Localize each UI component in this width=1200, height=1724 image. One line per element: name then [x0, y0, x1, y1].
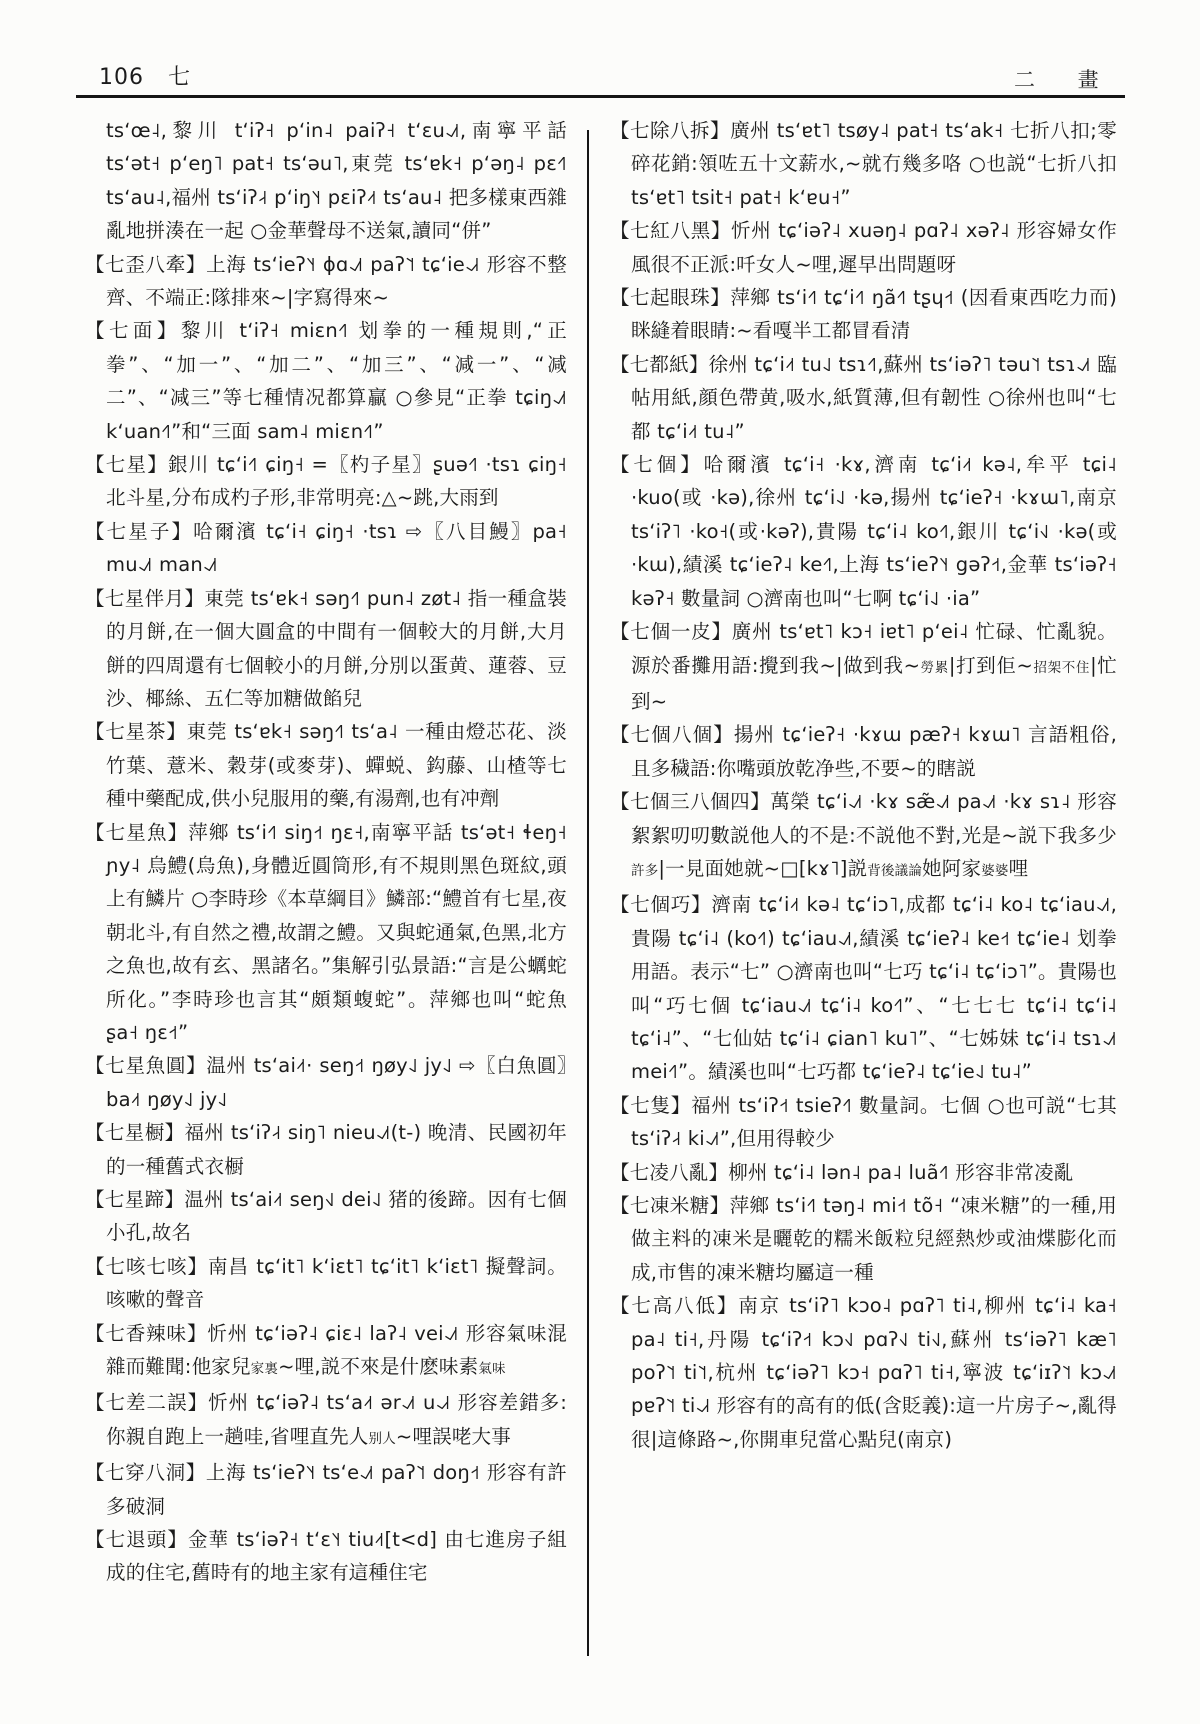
entry-headword: 【七起眼珠】 — [610, 286, 731, 310]
entry-text: |打到佢~ — [948, 653, 1034, 677]
entry-text: 廣州 tsʻɐt˥ tsøy˨ pat˧ tsʻak˧ 七折八扣;零碎花銷:領咗五十文薪水,~就冇幾多咯 ○也説“七折八扣 tsʻɐt˥ tsit˧ pat˧ kʻɐu˧” — [631, 119, 1117, 209]
entry-headword: 【七都紙】 — [610, 352, 709, 376]
entry-text: 銀川 tɕʻi˧˥ ɕiŋ˧ =〖杓子星〗ʂuə˧˥ ·tsɿ ɕiŋ˧ 北斗星,分布成杓子形,非常明亮:△~跳,大雨到 — [106, 453, 567, 510]
annotation-small-text: 招架不住 — [1033, 659, 1091, 676]
annotation-small-text: 家裏 — [250, 1361, 279, 1378]
entry-headword: 【七凌八亂】 — [610, 1160, 729, 1184]
entry-headword: 【七歪八牽】 — [85, 252, 207, 276]
dictionary-entry — [85, 448, 567, 515]
entry-text: 温州 tsʻai˨˦· seŋ˧˦ ŋøy˨˩ jy˨˩ ⇨〖白魚圓〗ba˨˦ ŋøy˨˩ jy˨˩ — [106, 1054, 567, 1111]
entry-headword: 【七個八個】 — [610, 723, 734, 747]
dictionary-entry — [610, 448, 1117, 615]
dictionary-entry — [85, 1183, 567, 1250]
section-character: 七 — [168, 65, 191, 90]
entry-text: 東莞 tsʻɐk˧ səŋ˧˥ pun˨ zøt˨ 指一種盒裝的月餅,在一個大圓盒的中間有一個較大的月餅,大月餅的四周還有七個較小的月餅,分別以蛋黄、蓮蓉、豆沙、椰絲、五仁等加糖做餡兒 — [106, 586, 567, 710]
dictionary-entry — [85, 1386, 567, 1456]
dictionary-entry — [610, 785, 1117, 888]
entry-headword: 【七香辣味】 — [85, 1321, 208, 1345]
entry-headword: 【七凍米糖】 — [610, 1194, 730, 1217]
entry-text: 柳州 tɕʻi˨ lən˨ pa˨ luã˧˥ 形容非常凌亂 — [728, 1160, 1074, 1184]
entry-text: 福州 tsʻiʔ˨˧ siŋ˥ nieu˨˩˦(t-) 晚清、民國初年的一種舊式衣橱 — [106, 1121, 567, 1178]
entry-text: 萍鄉 tsʻi˧˥ siŋ˧˦ ŋɛ˧,南寧平話 tsʻət˧ ɬeŋ˧ ɲy˨ 烏鱧(烏魚),身體近圓筒形,有不規則黑色斑紋,頭上有鱗片 ○李時珍《本草綱目》鱗部:“鱧首有七星,夜朝北斗,有自然之禮,故謂之鱧。又與蛇通氣,色黑,北方之魚也,故有玄、黑諸名。”集解引弘景語:“言是公蠣蛇所化。”李時珍也言其“頗類蝮蛇”。萍鄉也叫“蛇魚 ʂa˧ ŋɛ˧˦” — [106, 820, 567, 1044]
entry-headword: 【七星魚圓】 — [85, 1054, 207, 1078]
dictionary-entry — [85, 1317, 567, 1387]
entry-headword: 【七個巧】 — [610, 893, 712, 917]
entry-text: 哈爾濱 tɕʻi˧ ·kɤ,濟南 tɕʻi˨˦ kə˨,牟平 tɕi˨ ·kuo(或 ·kə),徐州 tɕʻi˨˩ ·kə,揚州 tɕʻieʔ˧ ·kɤɯ˥,南京 tsʻiʔ˥ ·ko˧(或·kəʔ),貴陽 tɕʻi˨ ko˧˥,銀川 tɕʻi˧˩ ·kə(或·kɯ),績溪 tɕʻieʔ˨ ke˧˥,上海 tsʻieʔ˥˧ gəʔ˧˦,金華 tsʻiəʔ˧ kəʔ˧ 數量詞 ○濟南也叫“七啊 tɕʻi˨˩ ·ia” — [631, 453, 1117, 610]
entry-text: 萍鄉 tsʻi˧˥ təŋ˨ mi˧˦ tõ˧ “凍米糖”的一種,用做主料的凍米是曬乾的糯米飯粒兒經熱炒或油煠膨化而成,市售的凍米糖均屬這一種 — [631, 1194, 1117, 1284]
dictionary-entry — [610, 214, 1117, 281]
entry-headword: 【七星蹄】 — [85, 1188, 185, 1211]
entry-headword: 【七個三八個四】 — [610, 790, 771, 814]
dictionary-entry — [85, 1456, 567, 1523]
entry-headword: 【七星子】 — [85, 519, 194, 543]
entry-text: 上海 tsʻieʔ˥˧ ɸɑ˨˩˦ paʔ˥˦ tɕʻie˨˩˧ 形容不整齊、不端正:隊排來~|字寫得來~ — [106, 252, 567, 310]
entry-text: 萍鄉 tsʻi˧˥ tɕʻi˧˥ ŋã˧˥ tʂɥ˧˦ (因看東西吃力而)眯縫着眼睛:~看嘎半工都冒看清 — [631, 286, 1118, 343]
dictionary-entry — [610, 888, 1117, 1088]
entry-text: |一見面她就~□[kɤ˥]説 — [658, 856, 868, 880]
dictionary-entry — [85, 582, 567, 716]
annotation-small-text: 背後議論 — [867, 862, 923, 879]
dictionary-entry — [85, 515, 567, 582]
dictionary-entry — [85, 816, 567, 1050]
entry-text: 上海 tsʻieʔ˥˧ tsʻe˨˩˦ paʔ˥˦ doŋ˧˦ 形容有許多破洞 — [106, 1461, 567, 1518]
annotation-small-text: 勞累 — [920, 659, 949, 676]
entry-headword: 【七個一皮】 — [610, 620, 732, 644]
dictionary-entry — [85, 1523, 567, 1590]
entry-text: 忻州 tɕʻiəʔ˨ tsʻa˨˦ ər˨˩˦ u˨˩˧ 形容差錯多:你親自跑上一趟哇,省哩直先人 — [106, 1391, 568, 1448]
entry-text: 濟南 tɕʻi˨˦ kə˨ tɕʻiɔ˥,成都 tɕʻi˨ ko˨ tɕʻiau˨˩˦,貴陽 tɕʻi˨ (ko˧˥) tɕʻiau˨˩˦,績溪 tɕʻieʔ˨ ke˧˦ tɕʻie˨ 划拳用語。表示“七” ○濟南也叫“七巧 tɕʻi˨ tɕʻiɔ˥”。貴陽也叫“巧七個 tɕʻiau˨˩˦ tɕʻi˨ ko˧˥”、“七七七 tɕʻi˨ tɕʻi˨ tɕʻi˨”、“七仙姑 tɕʻi˨ ɕian˥ ku˥”、“七姊妹 tɕʻi˨ tsɿ˨˩˦ mei˧˥”。績溪也叫“七巧都 tɕʻieʔ˨ tɕʻie˨˩ tu˨” — [631, 893, 1117, 1084]
entry-text: tsʻœ˨,黎川 tʻiʔ˧ pʻin˨ paiʔ˧ tʻɛu˨˩˦,南寧平話 tsʻət˧ pʻeŋ˥ pat˧ tsʻəu˥,東莞 tsʻɐk˧ pʻəŋ˨ pɛ˧˥ tsʻau˨,福州 tsʻiʔ˨˧ pʻiŋ˥˧ pɛiʔ˨˦ tsʻau˨ 把多樣東西雜亂地拼湊在一起 ○金華聲母不送氣,讀同“併” — [106, 119, 567, 243]
entry-text: 廣州 tsʻɐt˥ kɔ˧ iɐt˥ pʻei˨ 忙碌、忙亂貌。源於番攤用語:攪到我~|做到我~ — [631, 620, 1117, 677]
annotation-small-text: 許多 — [631, 862, 659, 879]
column-divider — [587, 130, 589, 1656]
annotation-small-text: 婆婆 — [981, 862, 1009, 879]
entry-headword: 【七個】 — [610, 453, 704, 477]
continuation-paragraph — [85, 114, 567, 248]
entry-text: 南昌 tɕʻit˥ kʻiɛt˥ tɕʻit˥ kʻiɛt˥ 擬聲詞。咳嗽的聲音 — [106, 1254, 567, 1312]
entry-text: 南京 tsʻiʔ˥ kɔo˨ pɑʔ˥ ti˨,柳州 tɕʻi˨ ka˧ pa˨ ti˧,丹陽 tɕʻiʔ˧˦ kɔ˧˩ pɑʔ˧˩ ti˧˩,蘇州 tsʻiəʔ˥ kæ˥ poʔ˥˦ ti˥˦,杭州 tɕʻiəʔ˥ kɔ˧ pɑʔ˥ ti˧,寧波 tɕʻiɪʔ˥˦ kɔ˨˩˦ pɐʔ˥˦ ti˨˩˧ 形容有的高有的低(含貶義):這一片房子~,亂得很|這條路~,你開車兒當心點兒(南京) — [631, 1294, 1117, 1451]
entry-headword: 【七咳七咳】 — [85, 1254, 209, 1278]
annotation-small-text: 别人 — [368, 1430, 396, 1447]
dictionary-entry — [85, 248, 567, 315]
dictionary-entry — [610, 114, 1117, 214]
entry-text: ~哩,説不來是什麽味素 — [278, 1355, 479, 1379]
dictionary-entry — [85, 1250, 567, 1317]
entry-headword: 【七穿八洞】 — [85, 1461, 206, 1485]
entry-headword: 【七星伴月】 — [85, 586, 205, 610]
dictionary-entry — [610, 1156, 1117, 1189]
entry-text: 她阿家 — [922, 856, 982, 880]
dictionary-entry — [610, 1289, 1117, 1456]
entry-text: ~哩誤咾大事 — [395, 1424, 511, 1448]
entry-headword: 【七差二誤】 — [85, 1391, 209, 1415]
entry-text: 温州 tsʻai˨˦ seŋ˧˩ dei˨˩ 猪的後蹄。因有七個小孔,故名 — [106, 1188, 567, 1245]
dictionary-entry — [610, 615, 1117, 718]
dictionary-entry — [610, 1189, 1117, 1289]
dictionary-entry — [610, 348, 1117, 448]
annotation-small-text: 氣味 — [478, 1361, 506, 1378]
entry-text: 徐州 tɕʻi˨˦ tu˨˩ tsɿ˧˥,蘇州 tsʻiəʔ˥ təu˥˦ tsɿ˨˩˦ 臨帖用紙,顔色帶黄,吸水,紙質薄,但有韌性 ○徐州也叫“七都 tɕʻi˨˦ tu˨” — [631, 352, 1117, 443]
entry-text: 萬榮 tɕʻi˨˩˦ ·kɤ sæ̃˨˩˦ pa˨˩˦ ·kɤ sɿ˨ 形容絮絮叨叨數説他人的不是:不説他不對,光是~説下我多少 — [631, 790, 1117, 847]
entry-headword: 【七除八拆】 — [610, 119, 731, 142]
header-rule — [76, 95, 1125, 98]
entry-text: 黎川 tʻiʔ˧ miɛn˧˥ 划拳的一種規則,“正拳”、“加一”、“加二”、“加三”、“减一”、“减二”、“减三”等七種情况都算贏 ○參見“正拳 tɕiŋ˨˩˦ kʻuan˧˥”和“三面 sam˨ miɛn˧˥” — [106, 319, 567, 443]
dictionary-entry — [85, 314, 567, 448]
entry-text: 福州 tsʻiʔ˧˦ tsieʔ˧˥ 數量詞。七個 ○也可説“七其 tsʻiʔ˨˧ ki˨˩˦”,但用得較少 — [631, 1093, 1117, 1151]
dictionary-entry — [610, 1089, 1117, 1156]
entry-text: 忻州 tɕʻiəʔ˨ ɕiɛ˨ laʔ˨ vei˨˩˦ 形容氣味混雜而難聞:他家兒 — [106, 1321, 568, 1379]
dictionary-entry — [85, 1049, 567, 1116]
dictionary-entry — [85, 1116, 567, 1183]
column-left — [85, 114, 567, 1590]
entry-headword: 【七星橱】 — [85, 1121, 185, 1145]
entry-text: |忙到~ — [631, 653, 1117, 713]
entry-text: 哩 — [1008, 856, 1029, 880]
page-header-left — [99, 60, 190, 91]
dictionary-entry — [85, 715, 567, 815]
entry-headword: 【七高八低】 — [610, 1294, 739, 1318]
page-number: 106 — [99, 65, 144, 90]
column-right — [610, 114, 1117, 1456]
entry-headword: 【七紅八黑】 — [610, 219, 732, 243]
stroke-count-label: 二 畫 — [1014, 68, 1117, 92]
dictionary-entry — [610, 718, 1117, 785]
entry-text: 東莞 tsʻɐk˧ səŋ˧˥ tsʻa˨ 一種由燈芯花、淡竹葉、薏米、穀芽(或麥芽)、蟬蜕、鈎藤、山楂等七種中藥配成,供小兒服用的藥,有湯劑,也有冲劑 — [106, 720, 567, 811]
entry-headword: 【七星】 — [85, 453, 168, 477]
entry-headword: 【七面】 — [85, 319, 181, 343]
entry-text: 哈爾濱 tɕʻi˧ ɕiŋ˧ ·tsɿ ⇨〖八目鰻〗pa˧ mu˨˩˦ man˨˩˦ — [106, 519, 567, 577]
entry-headword: 【七隻】 — [610, 1093, 692, 1117]
entry-text: 金華 tsʻiəʔ˧ tʻɛ˥˧ tiu˨˦[t<d] 由七進房子組成的住宅,舊時有的地主家有這種住宅 — [106, 1528, 567, 1585]
entry-text: 揚州 tɕʻieʔ˧ ·kɤɯ pæʔ˧ kɤɯ˥ 言語粗俗,且多穢語:你嘴頭放乾净些,不要~的瞎説 — [631, 723, 1118, 780]
entry-headword: 【七星魚】 — [85, 820, 189, 844]
dictionary-entry — [610, 281, 1117, 348]
entry-headword: 【七退頭】 — [85, 1528, 188, 1552]
entry-headword: 【七星茶】 — [85, 720, 187, 744]
entry-text: 忻州 tɕʻiəʔ˨ xuəŋ˨ pɑʔ˨ xəʔ˨ 形容婦女作風很不正派:吀女人~哩,遲早出問題呀 — [631, 219, 1117, 276]
